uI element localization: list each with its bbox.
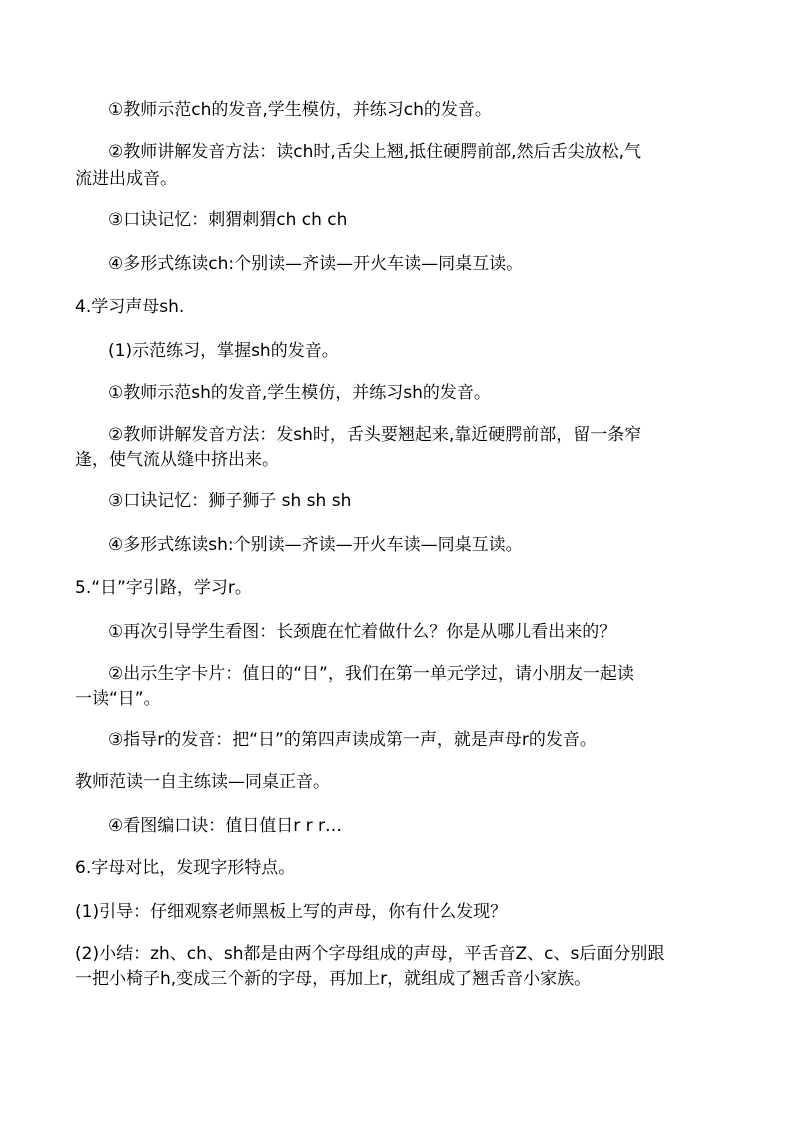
step-compare-summary: (2)小结：zh、ch、sh都是由两个字母组成的声母，平舌音Z、c、s后面分别跟 <box>75 944 665 964</box>
step-r-picture: ①再次引导学生看图：长颈鹿在忙着做什么？你是从哪儿看出来的？ <box>108 622 617 642</box>
section-5-heading: 5.“日”字引路，学习r。 <box>75 578 252 598</box>
step-sh-practice: ④多形式练读sh:个别读—齐读—开火车读—同桌互读。 <box>108 535 523 555</box>
section-6-heading: 6.字母对比，发现字形特点。 <box>75 858 296 878</box>
step-ch-practice: ④多形式练读ch:个别读—齐读—开火车读—同桌互读。 <box>108 254 524 274</box>
step-r-guide: ③指导r的发音：把“日”的第四声读成第一声，就是声母r的发音。 <box>108 730 597 750</box>
step-compare-guide: (1)引导：仔细观察老师黑板上写的声母，你有什么发现？ <box>75 902 508 922</box>
step-r-rhyme: ④看图编口诀：值日值日r r r… <box>108 816 343 836</box>
step-sh-method-cont: 逢，使气流从缝中挤出来。 <box>75 450 279 470</box>
step-ch-method-cont: 流进出成音。 <box>75 169 177 189</box>
step-r-card-cont: 一读“日”。 <box>75 689 161 709</box>
step-ch-method: ②教师讲解发音方法：读ch时,舌尖上翘,抵住硬腭前部,然后舌尖放松,气 <box>108 142 641 162</box>
step-ch-demo: ①教师示范ch的发音,学生模仿，并练习ch的发音。 <box>108 100 492 120</box>
step-r-read: 教师范读一自主练读—同桌正音。 <box>75 772 330 792</box>
step-compare-summary-cont: 一把小椅子h,变成三个新的字母，再加上r，就组成了翘舌音小家族。 <box>75 969 592 989</box>
step-sh-demo: ①教师示范sh的发音,学生模仿，并练习sh的发音。 <box>108 383 491 403</box>
step-sh-rhyme: ③口诀记忆：狮子狮子 sh sh sh <box>108 491 352 511</box>
section-4-heading: 4.学习声母sh. <box>75 297 185 317</box>
step-ch-rhyme: ③口诀记忆：刺猬刺猬ch ch ch <box>108 210 348 230</box>
step-sh-intro: (1)示范练习，掌握sh的发音。 <box>108 341 339 361</box>
step-sh-method: ②教师讲解发音方法：发sh时，舌头要翘起来,靠近硬腭前部，留一条窄 <box>108 425 642 445</box>
step-r-card: ②出示生字卡片：值日的“日”，我们在第一单元学过，请小朋友一起读 <box>108 664 634 684</box>
